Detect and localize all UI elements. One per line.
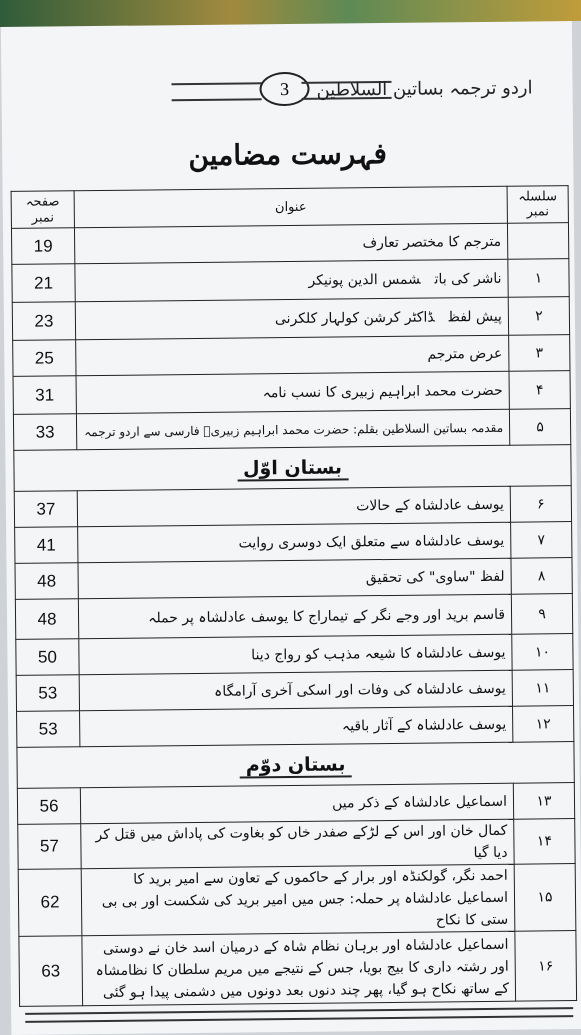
row-page: 19 (11, 228, 74, 265)
row-title: حضرت محمد ابراہیم زبیری کا نسب نامہ (76, 371, 509, 414)
col-title: عنوان (74, 186, 507, 228)
table-row (18, 819, 575, 870)
row-page: 41 (15, 527, 78, 564)
row-page: 56 (17, 788, 80, 825)
section-heading: بستان اوّل (14, 445, 571, 492)
row-title: قاسم برید اور وجے نگر کے تیماراج کا یوسف عادلشاہ پر حملہ (78, 594, 511, 639)
book-page (1, 0, 581, 1035)
row-title: لفظ "ساوی" کی تحقیق (78, 558, 511, 599)
row-title: یوسف عادلشاہ کے آثار باقیہ (80, 706, 513, 747)
table-row (13, 371, 570, 415)
row-title: ناشر کی باتشمس الدین پونیکر (75, 259, 508, 302)
row-page: 25 (13, 340, 76, 377)
row-serial: ۱۳ (513, 783, 574, 820)
col-page: صفحہ نمبر (11, 191, 74, 229)
row-title: کمال خان اور اس کے لڑکے صفدر خاں کو بغاوت کی پاداش میں قتل کر دیا گیا (81, 819, 514, 869)
row-page: 31 (13, 376, 76, 415)
table-row (16, 670, 573, 712)
row-serial: ۱۵ (514, 864, 576, 932)
table-row (13, 409, 570, 451)
table-row (15, 522, 572, 564)
table-row (14, 486, 571, 528)
toc-table (11, 185, 578, 1007)
row-serial: ۱ (508, 259, 569, 298)
row-title: مترجم کا مختصر تعارف (74, 223, 507, 264)
book-title: اردو ترجمہ بساتین السلاطین (316, 77, 533, 101)
table-row (12, 297, 569, 341)
row-title: اسماعیل عادلشاہ اور برہان نظام شاہ کے درمیان اسد خان نے دوستی اور رشتہ داری کا بیج بویا، جس کے نتیجے میں مریم سلطان کا نظامشاہ کے ساتھ نکاح ہو گیا، پھر چند دنوں بعد دونوں میں دشمنی پیدا ہو گئی (82, 931, 516, 1006)
row-title: یوسف عادلشاہ کی وفات اور اسکی آخری آرامگاہ (79, 670, 512, 711)
row-title: عرض مترجم (76, 335, 509, 376)
section-heading: بستان دوّم (17, 742, 574, 789)
row-title: یوسف عادلشاہ کے حالات (77, 486, 510, 527)
row-page: 57 (18, 824, 81, 870)
background-fabric (0, 0, 581, 27)
row-page: 48 (15, 599, 78, 640)
row-page: 50 (16, 639, 79, 676)
section-heading-row (17, 742, 574, 789)
table-row (15, 594, 572, 640)
table-row (19, 931, 577, 1007)
row-page: 21 (12, 264, 75, 303)
row-serial: ۳ (509, 335, 570, 372)
row-page: 23 (12, 302, 75, 341)
row-serial: ۱۰ (512, 634, 573, 671)
page-number-badge: 3 (259, 72, 309, 107)
row-serial: ۸ (511, 558, 572, 595)
row-serial (507, 223, 568, 260)
table-row (17, 783, 574, 825)
row-serial: ۱۲ (513, 706, 574, 743)
row-page: 33 (13, 414, 76, 451)
row-page: 53 (16, 675, 79, 712)
toc-title: فہرست مضامین (188, 136, 388, 173)
col-serial: سلسلہ نمبر (507, 186, 568, 224)
row-serial: ۷ (511, 522, 572, 559)
row-serial: ۱۶ (515, 931, 577, 1002)
row-author: ڈاکٹر کرشن کولہار کلکرنی (274, 308, 435, 327)
row-serial: ۲ (508, 297, 569, 336)
row-serial: ۶ (510, 486, 571, 523)
table-row (13, 335, 570, 377)
table-row (18, 864, 576, 937)
table-row (15, 558, 572, 600)
row-page: 48 (15, 563, 78, 600)
row-serial: ۵ (509, 409, 570, 446)
row-title: اسماعیل عادلشاہ کے ذکر میں (80, 783, 513, 824)
row-page: 63 (19, 936, 83, 1007)
table-row (16, 634, 573, 676)
bottom-border-rule (25, 1007, 573, 1023)
table-row (17, 706, 574, 748)
row-title: مقدمہ بساتین السلاطین بقلم: حضرت محمد ابراہیم زبیریؒ فارسی سے اردو ترجمہ (76, 409, 509, 450)
row-serial: ۱۱ (512, 670, 573, 707)
row-page: 53 (17, 711, 80, 748)
table-row (11, 223, 568, 265)
row-page: 62 (18, 869, 82, 937)
toc-header-row (11, 186, 568, 229)
row-serial: ۱۴ (514, 819, 575, 865)
row-page: 37 (14, 491, 77, 528)
row-title: یوسف عادلشاہ سے متعلق ایک دوسری روایت (78, 522, 511, 563)
row-serial: ۹ (511, 594, 572, 635)
row-title: پیش لفظڈاکٹر کرشن کولہار کلکرنی (75, 297, 508, 340)
row-author: شمس الدین پونیکر (308, 271, 421, 289)
table-row (12, 259, 569, 303)
row-title: احمد نگر، گولکنڈہ اور برار کے حاکموں کے تعاون سے امیر برید کا اسماعیل عادلشاہ پر حملہ: جس میں امیر برید کی شکست اور بی بی ستی کا نکاح (81, 864, 515, 936)
row-title: یوسف عادلشاہ کا شیعہ مذہب کو رواج دینا (79, 634, 512, 675)
row-serial: ۴ (509, 371, 570, 410)
header-ornament-left (171, 82, 261, 101)
section-heading-row (14, 445, 571, 492)
